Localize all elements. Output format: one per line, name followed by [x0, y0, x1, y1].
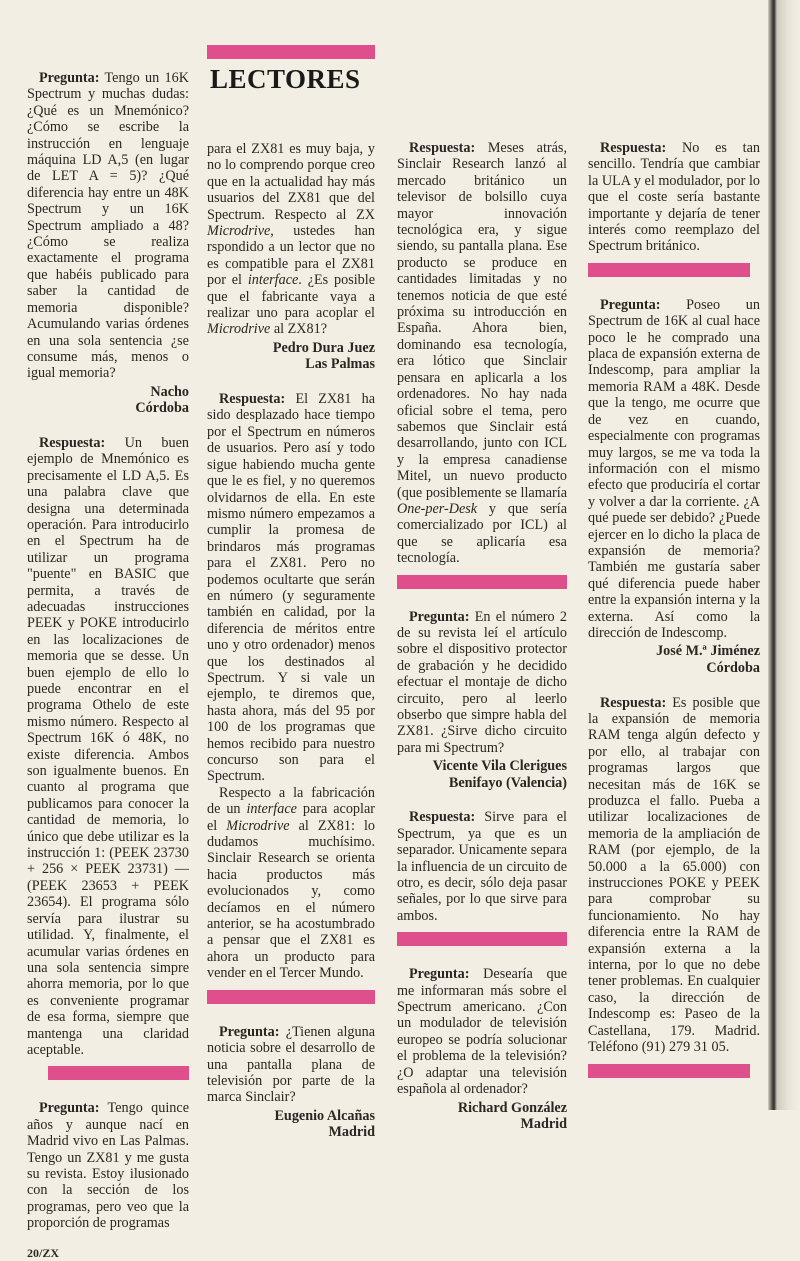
answer-text: Es posible que la expansión de memoria RAM tenga algún defecto y por ello, al trabajar con programas largos que necesitan más de 16K se produzca el fallo. Pueba a utilizar localizaciones de memoria de la ampliación de RAM (por ejemplo, de la 50.000 a la 65.000) con instrucciones POKE y PEEK para comprobar su funcionamiento. No hay diferencia entre la RAM de expansión externa a la interna, por lo que no debe tener problemas. En cualquier caso, la dirección de Indescomp es: Paseo de la Castellana, 179. Madrid. Teléfono (91) 279 31 05. [588, 694, 760, 1056]
question-text: para el ZX81 es muy baja, y no lo comprendo porque creo que en la actualidad hay más usuarios del ZX81 que del Spectrum. Respecto al ZX [207, 141, 375, 223]
signature [397, 758, 567, 791]
author-city: Madrid [328, 1124, 375, 1141]
answer-label: Respuesta: [600, 140, 667, 156]
author-name: José M.ª Jiménez [656, 643, 760, 660]
letter-answer-1 [588, 140, 760, 255]
letter-question-2 [588, 297, 760, 642]
answer-text: Un buen ejemplo de Mnemónico es precisamente el LD A,5. Es una palabra clave que designa una determinada operación. Para introducirlo en el Spectrum ha de utilizar un programa "puente" en BASIC que permita, a través de adecuadas instrucciones PEEK y POKE introducirlo en las localizaciones de memoria que se desse. Un buen ejemplo de ello lo puede encontrar en el programa Othelo de este mismo número. Respecto al Spectrum 16K ó 48K, no existe diferencia. Ambos son igualmente buenos. En cuanto al programa que publicamos para conocer la cantidad de memoria, lo único que debe utilizar es la instrucción 1: (PEEK 23730 + 256 × PEEK 23731) —(PEEK 23653 + PEEK 23654). El programa sólo servía para ilustrar su utilidad. Y, finalmente, el acumular varias órdenes en una sola sentencia simpre ahorra memoria, por lo que es conveniente programar de esa forma, siempre que mantenga una claridad aceptable. [27, 434, 189, 1058]
answer-text: El ZX81 ha sido desplazado hace tiempo por el Spectrum en números de usuarios. Pero así y todo sigue habiendo mucha gente que le es fiel, y no queremos olvidarnos de ella. En este mismo número empezamos a cumplir la promesa de brindaros más programas para el ZX81. Pero no podemos ocultarte que serán en número (y seguramente también en calidad, por la diferencia de méritos entre uno y otro ordenador) menos que los destinados al Spectrum. Y si vale un ejemplo, te diremos que, hasta ahora, más del 95 por 100 de los programas que hemos recibido para nuestro concurso son para el Spectrum. [207, 391, 375, 785]
question-label: Pregunta: [219, 1023, 280, 1040]
answer-label: Respuesta: [39, 434, 106, 451]
answer-text: al ZX81: lo dudamos muchísimo. Sinclair Research se orienta hacia productos más evolucionados y, como decíamos en el número anterior, se ha acostumbrado a pensar que el ZX81 es ahora un producto para vender en el Tercer Mundo. [207, 817, 375, 982]
answer-text: para acoplar el [207, 801, 375, 834]
column-1 [27, 70, 189, 1261]
answer-text: Respecto a la fabricación de un [207, 784, 375, 818]
signature [27, 384, 189, 417]
page-number: 20/ZX [27, 1245, 60, 1260]
signature [207, 1108, 375, 1141]
question-label: Pregunta: [39, 1100, 100, 1117]
question-text: Tengo quince años y aunque nací en Madrid vivo en Las Palmas. Tengo un ZX81 y me gusta su revista. Estoy ilusionado con la sección de los programas, pero veo que la proporción de programas [27, 1100, 189, 1232]
question-text-italic: Microdrive [207, 321, 271, 338]
column-3 [397, 140, 567, 1133]
letter-answer-2 [397, 809, 567, 924]
question-text: . ¿Es posible que el fabricante vaya a realizar uno para acoplar el [207, 272, 376, 322]
question-label: Pregunta: [409, 966, 470, 983]
letter-question-2 [27, 1100, 189, 1231]
author-city: Madrid [520, 1116, 567, 1133]
answer-label: Respuesta: [409, 809, 476, 826]
question-text: Tengo un 16K Spectrum y muchas dudas: ¿Qué es un Mnemónico? ¿Cómo se escribe la instrucción en lenguaje máquina LD A,5 (en lugar de LET A = 5)? ¿Qué diferencia hay entre un 48K Spectrum y un 16K Spectrum ampliado a 48? ¿Cómo se realiza exactamente el programa que habéis publicado para saber la cantidad de memoria disponible? Acumulando varias órdenes en una sola sentencia ¿se consume más, menos o igual memoria? [27, 70, 189, 382]
spacer [207, 373, 375, 391]
answer-text: Sirve para el Spectrum, ya que es un separador. Unicamente separa la influencia de un circuito de otro, es decir, sólo deja pasar señales, por lo que sirve para ambos. [397, 809, 567, 924]
letter-answer-2 [588, 695, 760, 1056]
answer-text-italic: One-per-Desk [397, 500, 478, 517]
answer-text: No es tan sencillo. Tendría que cambiar la ULA y el modulador, por lo que el coste sería bastante importante y dejaría de tener interés como reemplazo del Spectrum británico. [588, 140, 760, 255]
question-label: Pregunta: [39, 70, 100, 86]
separator-bar [397, 575, 567, 589]
question-text: Desearía que me informaran más sobre el Spectrum americano. ¿Con un modulador de televisión europeo se podría solucionar el problema de la televisión? ¿O adaptar una televisión española al ordenador? [397, 966, 567, 1098]
signature [207, 340, 375, 373]
answer-text: y que sería comercializado por ICL) al que se aplicaría esa tecnología. [397, 500, 567, 567]
author-name: Pedro Dura Juez [272, 339, 375, 356]
answer-label: Respuesta: [409, 140, 476, 156]
letter-question-continued [207, 141, 375, 338]
author-city: Córdoba [706, 659, 760, 676]
signature [397, 1100, 567, 1133]
column-2 [207, 45, 375, 1141]
signature [588, 643, 760, 676]
letter-question-2 [207, 1024, 375, 1106]
author-name: Richard González [457, 1099, 567, 1116]
author-name: Nacho [150, 383, 189, 400]
letter-answer [207, 391, 375, 982]
question-label: Pregunta: [409, 608, 470, 625]
question-text: En el número 2 de su revista leí el artículo sobre el dispositivo protector de grabación y he decidido efectuar el montaje de dicho circuito, pero al leerlo obserbo que simpre habla del ZX81. ¿Sirve dicho circuito para mi Spectrum? [397, 608, 567, 756]
author-city: Córdoba [135, 400, 189, 417]
answer-text: Meses atrás, Sinclair Research lanzó al mercado británico un televisor de bolsillo cuya mayor innovación tecnológica era, y sigue siendo, su pantalla plana. Ese producto se produce en cantidades limitadas y no tenemos noticia de que esté próxima su introducción en España. Ahora bien, dominando esa tecnología, era lótico que Sinclair pensara en aplicarla a los ordenadores. No hay nada oficial sobre el tema, pero sabemos que Sinclair está desarrollando, junto con ICL y la empresa canadiense Mitel, un nuevo producto (que posiblemente se llamaría [397, 140, 567, 501]
section-title: LECTORES [210, 64, 361, 94]
separator-bar [207, 990, 375, 1004]
spacer [588, 677, 760, 695]
column-4 [588, 140, 760, 1098]
question-text-italic: Microdrive [207, 223, 271, 240]
letter-answer-1 [27, 435, 189, 1058]
author-city: Benifayo (Valencia) [448, 774, 567, 791]
question-text: , ustedes han rspondido a un lector que no es compatible para el ZX81 por el [207, 223, 375, 289]
author-name: Vicente Vila Clerigues [432, 758, 567, 775]
spacer [27, 417, 189, 435]
separator-bar [588, 263, 750, 277]
answer-label: Respuesta: [219, 391, 286, 408]
question-text: al ZX81? [270, 321, 328, 338]
letter-question-3 [397, 966, 567, 1097]
spacer [397, 791, 567, 809]
separator-bar [397, 932, 567, 946]
question-text-italic: interface [247, 272, 299, 289]
separator-bar [48, 1066, 189, 1080]
letter-answer-1 [397, 140, 567, 567]
author-name: Eugenio Alcañas [274, 1107, 375, 1124]
question-text: Poseo un Spectrum de 16K al cual hace poco le he comprado una placa de expansión externa de Indescomp, para ampliar la memoria RAM a 48K. Desde que la tengo, me ocurre que de vez en cuando, especialmente con programas muy largos, se me va toda la información con el mismo efecto que produciría el cortar y volver a dar la corriente. ¿A qué puede ser debido? ¿Puede ejercer en lo dicho la placa de expansión de memoria? También me gustaría saber qué diferencia puede haber entre la expansión interna y la externa. Así como la dirección de Indescomp. [588, 296, 760, 641]
page-fold-edge [768, 0, 800, 1110]
section-header-bar [207, 45, 375, 59]
answer-text-italic: interface [246, 801, 297, 818]
author-city: Las Palmas [305, 356, 375, 373]
separator-bar [588, 1064, 750, 1078]
letter-question-2 [397, 609, 567, 757]
question-text: ¿Tienen alguna noticia sobre el desarrollo de una pantalla plana de televisión por parte de la marca Sinclair? [207, 1023, 375, 1106]
answer-label: Respuesta: [600, 694, 667, 711]
letter-question-1 [27, 70, 189, 382]
answer-text-italic: Microdrive [226, 817, 290, 834]
question-label: Pregunta: [600, 296, 661, 313]
